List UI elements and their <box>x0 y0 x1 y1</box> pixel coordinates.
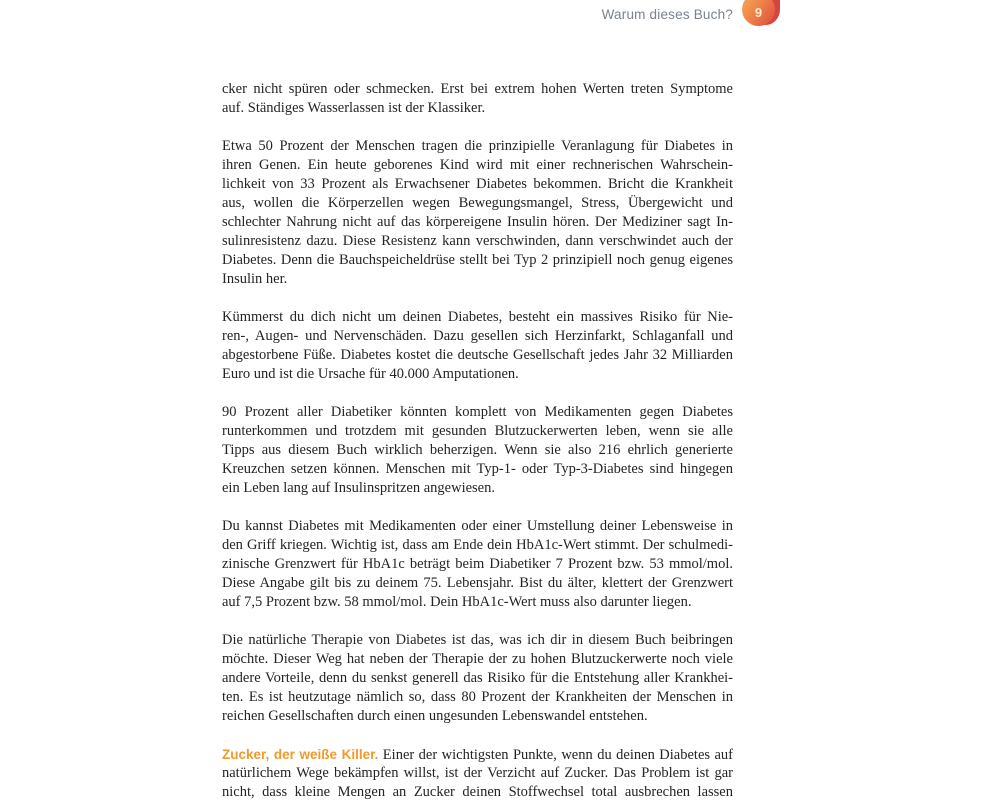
text-line: möchte. Dieser Weg hat neben der Therapie der zu hohen Blutzuckerwerte noch viele <box>222 651 733 667</box>
text-line: sulinresistenz dazu. Diese Resistenz kann verschwinden, dann verschwindet auch der <box>222 233 733 249</box>
text-line: Tipps aus diesem Buch wirklich beherzigen. Wenn sie also 216 ehrlich generierte <box>222 442 733 458</box>
text-line: Etwa 50 Prozent der Menschen tragen die prinzipielle Veranlagung für Diabetes in <box>222 138 733 154</box>
text-line: aus, wollen die Körperzellen wegen Bewegungsmangel, Stress, Übergewicht und <box>222 195 733 211</box>
text-line: schlechter Nahrung nicht auf das körpereigene Insulin hören. Der Mediziner sagt In- <box>222 214 733 230</box>
text-line: auf. Ständiges Wasserlassen ist der Klassiker. <box>222 100 486 116</box>
text-line: ihren Genen. Ein heute geborenes Kind wird mit einer rechnerischen Wahrschein- <box>222 157 733 173</box>
text-line: den Griff kriegen. Wichtig ist, dass am Ende dein HbA1c-Wert stimmt. Der schulmedi- <box>222 537 733 553</box>
text-line: ein Leben lang auf Insulinspritzen angewiesen. <box>222 480 495 496</box>
text-line: Diabetes. Denn die Bauchspeicheldrüse stellt bei Typ 2 prinzipiell noch genug eigenes <box>222 252 733 268</box>
text-line: Euro und ist die Ursache für 40.000 Amputationen. <box>222 366 519 382</box>
paragraph <box>222 631 733 726</box>
paragraph <box>222 745 733 800</box>
text-line: auf 7,5 Prozent bzw. 58 mmol/mol. Dein HbA1c-Wert muss also darunter liegen. <box>222 594 692 610</box>
text-line: Kreuzchen setzen können. Menschen mit Typ-1- oder Typ-3-Diabetes sind hingegen <box>222 461 733 477</box>
text-line: Diese Angabe gilt bis zu deinem 75. Lebensjahr. Bist du älter, klettert der Grenzwert <box>222 575 733 591</box>
text-line: Die natürliche Therapie von Diabetes ist das, was ich dir in diesem Buch beibringen <box>222 632 733 648</box>
text-line: Insulin her. <box>222 271 288 287</box>
paragraph <box>222 517 733 612</box>
text-line: Zucker, der weiße Killer. Einer der wichtigsten Punkte, wenn du deinen Diabetes auf <box>222 747 733 763</box>
text-line: Du kannst Diabetes mit Medikamenten oder einer Umstellung deiner Lebensweise in <box>222 518 733 534</box>
text-line: ten. Es ist heutzutage nämlich so, dass 80 Prozent der Krankheiten der Menschen in <box>222 689 733 705</box>
text-line: zinische Grenzwert für HbA1c beträgt beim Diabetiker 7 Prozent bzw. 53 mmol/mol. <box>222 556 733 572</box>
text-line: lichkeit von 33 Prozent als Erwachsener Diabetes bekommen. Bricht die Krankheit <box>222 176 733 192</box>
text-line: natürlichem Wege bekämpfen willst, ist der Verzicht auf Zucker. Das Problem ist gar <box>222 765 733 781</box>
text-line: runterkommen und trotzdem mit gesunden Blutzuckerwerten leben, wenn sie alle <box>222 423 733 439</box>
paragraph <box>222 308 733 384</box>
paragraph <box>222 403 733 498</box>
text-column <box>222 80 733 800</box>
page-number-badge <box>742 0 780 32</box>
text-line: nicht, dass kleine Mengen an Zucker deinen Stoffwechsel total ausbrechen lassen <box>222 784 733 800</box>
text-line: 90 Prozent aller Diabetiker könnten komplett von Medikamenten gegen Diabetes <box>222 404 733 420</box>
text-line: reichen Gesellschaften durch einen ungesunden Lebenswandel entstehen. <box>222 708 648 724</box>
running-head: Warum dieses Buch? <box>601 7 733 22</box>
text-line: cker nicht spüren oder schmecken. Erst bei extrem hohen Werten treten Symptome <box>222 81 733 97</box>
text-line: abgestorbene Füße. Diabetes kostet die deutsche Gesellschaft jedes Jahr 32 Milliarden <box>222 347 733 363</box>
page-number: 9 <box>754 4 763 20</box>
text-line: Kümmerst du dich nicht um deinen Diabetes, besteht ein massives Risiko für Nie- <box>222 309 733 325</box>
text-line: ren-, Augen- und Nervenschäden. Dazu gesellen sich Herzinfarkt, Schlaganfall und <box>222 328 733 344</box>
text-line: andere Vorteile, denn du senkst generell das Risiko für die Entstehung aller Krankhei- <box>222 670 733 686</box>
paragraph <box>222 80 733 118</box>
paragraph <box>222 137 733 289</box>
inline-section-heading: Zucker, der weiße Killer. <box>222 747 379 762</box>
